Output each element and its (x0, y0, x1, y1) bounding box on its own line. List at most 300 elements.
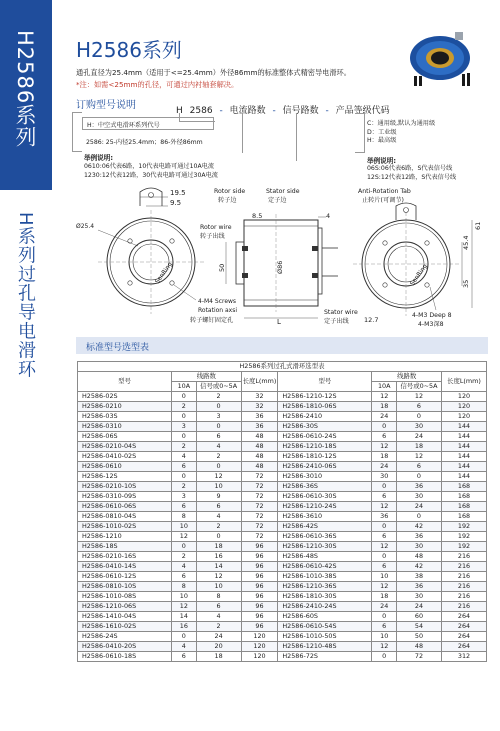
cell-value: 2 (196, 522, 241, 532)
cell-value: 18 (196, 542, 241, 552)
table-row (78, 562, 487, 572)
cell-value: 54 (396, 622, 441, 632)
cell-model: H2586-02S (78, 392, 172, 402)
stator-side-label-cn: 定子边 (268, 197, 287, 204)
cell-value: 6 (396, 462, 441, 472)
cell-value: 12 (372, 542, 397, 552)
cell-value: 30 (396, 542, 441, 552)
table-row (78, 432, 487, 442)
cell-model: H2586-3610 (278, 512, 372, 522)
cell-value: 9 (196, 492, 241, 502)
dim-195: 19.5 (170, 189, 186, 197)
anti-rotation-label-en: Anti-Rotation Tab (358, 188, 411, 195)
cell-value: 36 (372, 512, 397, 522)
cell-value: 96 (241, 602, 278, 612)
cell-model: H2586-1810-12S (278, 452, 372, 462)
cell-value: 0 (172, 472, 197, 482)
cell-model: H2586-3010 (278, 472, 372, 482)
cell-value: 12 (372, 642, 397, 652)
column-header-signal: 信号或0~5A (196, 382, 241, 392)
cell-value: 42 (396, 562, 441, 572)
stator-wire-label-en: Stator wire (324, 309, 358, 316)
table-row (78, 482, 487, 492)
cell-value: 96 (241, 552, 278, 562)
cell-value: 2 (172, 402, 197, 412)
cell-value: 3 (172, 492, 197, 502)
cell-model: H2586-0610-54S (278, 622, 372, 632)
cell-value: 6 (372, 532, 397, 542)
cell-model: H2586-2410-24S (278, 602, 372, 612)
order-code-separator: - (272, 106, 276, 116)
cell-value: 30 (372, 472, 397, 482)
cell-value: 12 (196, 572, 241, 582)
cell-model: H2586-60S (278, 612, 372, 622)
cell-value: 216 (441, 552, 486, 562)
cell-value: 6 (172, 462, 197, 472)
table-row (78, 582, 487, 592)
cell-value: 96 (241, 592, 278, 602)
cell-model: H2586-0310 (78, 422, 172, 432)
cell-model: H2586-0810-04S (78, 512, 172, 522)
cell-value: 6 (372, 492, 397, 502)
cell-model: H2586-06S (78, 432, 172, 442)
cell-value: 72 (241, 522, 278, 532)
cell-value: 48 (241, 432, 278, 442)
cell-value: 24 (196, 632, 241, 642)
cell-model: H2586-0610-24S (278, 432, 372, 442)
cell-model: H2586-30S (278, 422, 372, 432)
cell-value: 2 (196, 622, 241, 632)
product-description: 通孔直径为25.4mm（适用于<=25.4mm）外径86mm的标准整体式精密导电滑环。 (76, 68, 351, 77)
cell-value: 10 (172, 592, 197, 602)
cell-model: H2586-36S (278, 482, 372, 492)
current-example-line: 1230:12代表12路，30代表电路可通过30A电流 (84, 172, 218, 179)
rotor-side-view (76, 188, 237, 324)
cell-value: 8 (196, 592, 241, 602)
table-row (78, 422, 487, 432)
order-code-series: 2586 (189, 106, 213, 116)
cell-value: 10 (196, 582, 241, 592)
cell-value: 216 (441, 562, 486, 572)
cell-model: H2586-1210-36S (278, 582, 372, 592)
cell-model: H2586-48S (278, 552, 372, 562)
signal-example-line: 06S:06代表6路，S代表信号线 (367, 165, 453, 172)
column-header-10a: 10A (172, 382, 197, 392)
cell-value: 120 (441, 402, 486, 412)
cell-value: 96 (241, 562, 278, 572)
cell-model: H2586-1210-48S (278, 642, 372, 652)
cell-value: 144 (441, 442, 486, 452)
screws-axis-label-en: Rotation axsi (198, 307, 238, 314)
dim-35: 35 (462, 279, 470, 288)
product-photo (400, 26, 482, 86)
table-row (78, 532, 487, 542)
table-row (78, 632, 487, 642)
column-header-lines: 线路数 (172, 372, 242, 382)
cell-value: 12 (396, 452, 441, 462)
bracket-grade (355, 113, 365, 153)
column-header-model: 型号 (78, 372, 172, 392)
cell-value: 18 (372, 452, 397, 462)
cell-value: 0 (372, 482, 397, 492)
cell-value: 0 (196, 462, 241, 472)
column-header-model: 型号 (278, 372, 372, 392)
cell-model: H2586-1410-04S (78, 612, 172, 622)
cell-model: H2586-03S (78, 412, 172, 422)
cell-value: 24 (372, 462, 397, 472)
cell-value: 16 (196, 552, 241, 562)
dim-4: 4 (326, 212, 331, 220)
cell-value: 6 (172, 502, 197, 512)
table-section-title: 标准型号选型表 (76, 337, 488, 354)
cell-model: H2586-12S (78, 472, 172, 482)
cell-value: 6 (372, 432, 397, 442)
rotor-side-label-cn: 转子边 (218, 197, 237, 204)
table-row (78, 512, 487, 522)
table-row (78, 542, 487, 552)
cell-model: H2586-0410-02S (78, 452, 172, 462)
cell-value: 264 (441, 632, 486, 642)
page-title: H2586系列 (76, 38, 182, 62)
cell-model: H2586-24S (78, 632, 172, 642)
cell-value: 216 (441, 582, 486, 592)
cell-value: 4 (196, 612, 241, 622)
cell-value: 12 (372, 392, 397, 402)
grade-code-c: C：通用级,默认为通用级 (367, 120, 436, 127)
table-row (78, 642, 487, 652)
dim-85: 8.5 (252, 212, 263, 220)
cell-value: 0 (196, 422, 241, 432)
side-band-top (0, 0, 52, 190)
signal-example-line: 12S:12代表12路，S代表信号线 (367, 174, 457, 181)
table-row (78, 462, 487, 472)
table-row (78, 612, 487, 622)
cell-value: 12 (172, 602, 197, 612)
cell-model: H2586-0810-10S (78, 582, 172, 592)
cell-model: H2586-1210-30S (278, 542, 372, 552)
cell-value: 144 (441, 422, 486, 432)
cell-value: 48 (241, 462, 278, 472)
cell-value: 2 (196, 392, 241, 402)
current-example-line: 0610:06代表6路，10代表电路可通过10A电流 (84, 163, 215, 170)
brand-mark-right: SenRing (408, 262, 429, 288)
m3-label-en: 4-M3 Deep 8 (412, 312, 452, 319)
cell-value: 30 (396, 492, 441, 502)
cell-model: H2586-0310-09S (78, 492, 172, 502)
technical-drawing (76, 184, 488, 330)
cell-value: 0 (172, 412, 197, 422)
cell-value: 30 (396, 592, 441, 602)
cell-model: H2586-0610-06S (78, 502, 172, 512)
cell-value: 0 (372, 652, 397, 662)
cell-value: 32 (241, 392, 278, 402)
cell-value: 12 (172, 532, 197, 542)
cell-value: 4 (172, 452, 197, 462)
rotor-side-label-en: Rotor side (214, 188, 246, 195)
cell-value: 0 (172, 632, 197, 642)
side-series-title: H2586系列 (13, 30, 37, 149)
cell-model: H2586-0210 (78, 402, 172, 412)
dim-phi86: Ø86 (276, 260, 284, 274)
table-row (78, 552, 487, 562)
cell-value: 0 (396, 472, 441, 482)
cell-value: 2 (172, 442, 197, 452)
column-header-lines: 线路数 (372, 372, 442, 382)
cell-value: 264 (441, 622, 486, 632)
size-explanation: 2586: 25-内径25.4mm；86-外径86mm (86, 139, 203, 146)
cell-value: 192 (441, 532, 486, 542)
cell-model: H2586-2410 (278, 412, 372, 422)
cell-value: 10 (372, 572, 397, 582)
current-example-title: 举例说明: (84, 154, 114, 162)
grade-codes (367, 120, 453, 150)
cell-value: 24 (396, 502, 441, 512)
table-row (78, 522, 487, 532)
stator-wire-label-cn: 定子出线 (324, 318, 349, 325)
cell-model: H2586-1010-50S (278, 632, 372, 642)
cell-value: 120 (441, 412, 486, 422)
bracket-signal (296, 113, 297, 161)
cell-value: 48 (396, 642, 441, 652)
order-code-separator: - (325, 106, 329, 116)
cell-model: H2586-1210-12S (278, 392, 372, 402)
cell-value: 72 (241, 492, 278, 502)
cell-value: 42 (396, 522, 441, 532)
cell-model: H2586-1810-30S (278, 592, 372, 602)
cell-value: 16 (172, 622, 197, 632)
cell-value: 264 (441, 642, 486, 652)
cell-value: 144 (441, 462, 486, 472)
cell-value: 6 (172, 652, 197, 662)
cell-value: 12 (372, 502, 397, 512)
rotor-wire-label-en: Rotor wire (200, 224, 232, 231)
dim-127: 12.7 (364, 316, 379, 324)
cell-value: 144 (441, 452, 486, 462)
dim-phi254: Ø25.4 (76, 223, 95, 230)
cell-value: 4 (172, 642, 197, 652)
cell-model: H2586-1010-08S (78, 592, 172, 602)
cell-value: 312 (441, 652, 486, 662)
cell-value: 6 (372, 562, 397, 572)
cell-value: 60 (396, 612, 441, 622)
cell-value: 8 (172, 512, 197, 522)
cell-model: H2586-0210-16S (78, 552, 172, 562)
cell-value: 2 (196, 452, 241, 462)
grade-code-d: D：工业级 (367, 128, 397, 136)
dim-454: 45.4 (462, 235, 470, 250)
cell-value: 10 (172, 522, 197, 532)
cell-value: 4 (196, 442, 241, 452)
cell-value: 6 (196, 502, 241, 512)
table-row (78, 452, 487, 462)
cell-model: H2586-18S (78, 542, 172, 552)
order-code-grade: 产品等级代码 (335, 106, 390, 116)
cell-value: 72 (396, 652, 441, 662)
cell-value: 120 (441, 392, 486, 402)
cell-value: 48 (241, 452, 278, 462)
column-header-length: 长度L(mm) (241, 372, 278, 392)
dim-61: 61 (474, 221, 482, 230)
cell-model: H2586-0210-04S (78, 442, 172, 452)
cell-value: 12 (372, 442, 397, 452)
cell-model: H2586-1610-02S (78, 622, 172, 632)
table-row (78, 652, 487, 662)
cell-model: H2586-0610-42S (278, 562, 372, 572)
cell-value: 6 (196, 432, 241, 442)
cell-value: 36 (396, 532, 441, 542)
table-row (78, 602, 487, 612)
cell-value: 6 (172, 572, 197, 582)
bracket-size (72, 112, 82, 152)
order-code-current-lines: 电流路数 (229, 106, 266, 116)
cell-model: H2586-1210-24S (278, 502, 372, 512)
stator-side-label-en: Stator side (266, 188, 300, 195)
cell-value: 6 (196, 602, 241, 612)
cell-value: 14 (172, 612, 197, 622)
table-row (78, 392, 487, 402)
anti-rotation-label-cn: 止转片(可调节) (362, 197, 404, 204)
m3-label-cn: 4-M3深8 (418, 321, 444, 328)
cell-value: 48 (396, 552, 441, 562)
table-row (78, 442, 487, 452)
cell-value: 0 (172, 432, 197, 442)
table-row (78, 502, 487, 512)
cell-model: H2586-0610-36S (278, 532, 372, 542)
cell-value: 168 (441, 502, 486, 512)
cell-value: 24 (372, 602, 397, 612)
cell-value: 72 (241, 472, 278, 482)
cell-value: 168 (441, 512, 486, 522)
cell-value: 216 (441, 572, 486, 582)
column-header-10a: 10A (372, 382, 397, 392)
column-header-length: 长度L(mm) (441, 372, 486, 392)
table-row (78, 412, 487, 422)
table-caption: H2586系列过孔式滑环选型表 (78, 362, 487, 372)
screws-label-cn: 转子螺钉固定孔 (190, 317, 234, 324)
side-category-title: H系列过孔导电滑环 (15, 212, 36, 379)
cell-value: 0 (196, 532, 241, 542)
cell-value: 72 (241, 502, 278, 512)
cell-value: 120 (241, 632, 278, 642)
table-row (78, 592, 487, 602)
cell-value: 216 (441, 592, 486, 602)
cell-value: 0 (372, 552, 397, 562)
brand-mark-left: SenRing (153, 260, 174, 286)
cell-value: 18 (396, 442, 441, 452)
cell-value: 2 (172, 552, 197, 562)
cell-value: 4 (196, 512, 241, 522)
table-row (78, 572, 487, 582)
cell-value: 72 (241, 532, 278, 542)
cell-model: H2586-0410-20S (78, 642, 172, 652)
cell-value: 10 (372, 632, 397, 642)
cell-model: H2586-1210-06S (78, 602, 172, 612)
cell-model: H2586-42S (278, 522, 372, 532)
cell-value: 12 (396, 392, 441, 402)
cell-value: 168 (441, 482, 486, 492)
cell-value: 6 (372, 622, 397, 632)
cell-value: 36 (396, 482, 441, 492)
screws-label-en: 4-M4 Screws (198, 298, 237, 305)
cell-value: 144 (441, 472, 486, 482)
column-header-signal: 信号或0~5A (396, 382, 441, 392)
cell-value: 18 (196, 652, 241, 662)
cell-model: H2586-1210-18S (278, 442, 372, 452)
bracket-current (242, 113, 243, 153)
cell-model: H2586-0410-14S (78, 562, 172, 572)
cell-value: 96 (241, 622, 278, 632)
dim-length: L (277, 318, 281, 326)
cell-model: H2586-0610-12S (78, 572, 172, 582)
cell-value: 8 (172, 582, 197, 592)
cell-model: H2586-72S (278, 652, 372, 662)
cell-value: 14 (196, 562, 241, 572)
cell-value: 30 (396, 422, 441, 432)
cell-value: 3 (172, 422, 197, 432)
rotor-wire-label-cn: 转子出线 (200, 233, 225, 240)
cell-model: H2586-1010-02S (78, 522, 172, 532)
cell-value: 18 (372, 402, 397, 412)
cell-value: 50 (396, 632, 441, 642)
cell-value: 4 (172, 562, 197, 572)
cell-value: 120 (241, 652, 278, 662)
cell-value: 96 (241, 582, 278, 592)
table-row (78, 622, 487, 632)
cell-model: H2586-1010-38S (278, 572, 372, 582)
cell-value: 0 (372, 422, 397, 432)
table-row (78, 472, 487, 482)
cell-model: H2586-0610-18S (78, 652, 172, 662)
series-code-box: H：中空式电滑环系列代号 (82, 117, 214, 130)
cell-model: H2586-0610 (78, 462, 172, 472)
cell-value: 0 (372, 522, 397, 532)
cell-value: 12 (372, 582, 397, 592)
order-section-title: 订购型号说明 (76, 100, 136, 111)
cell-value: 120 (241, 642, 278, 652)
cell-value: 168 (441, 492, 486, 502)
cell-value: 72 (241, 512, 278, 522)
cell-value: 216 (441, 602, 486, 612)
cell-value: 264 (441, 612, 486, 622)
order-code-prefix: H (176, 106, 183, 116)
cell-value: 24 (372, 412, 397, 422)
cell-model: H2586-1810-06S (278, 402, 372, 412)
product-note: *注：如需<25mm的孔径，可通过内衬轴套解决。 (76, 80, 239, 89)
cell-value: 0 (396, 512, 441, 522)
cell-value: 18 (372, 592, 397, 602)
dim-95: 9.5 (170, 199, 182, 207)
order-code-signal-lines: 信号路数 (282, 106, 319, 116)
cell-value: 24 (396, 432, 441, 442)
cell-model: H2586-2410-06S (278, 462, 372, 472)
cell-value: 24 (396, 602, 441, 612)
cell-value: 0 (196, 402, 241, 412)
cell-value: 0 (172, 392, 197, 402)
cell-value: 36 (396, 582, 441, 592)
cell-value: 0 (396, 412, 441, 422)
grade-code-h: H：最高级 (367, 137, 397, 144)
cell-value: 10 (196, 482, 241, 492)
cell-model: H2586-0610-30S (278, 492, 372, 502)
cell-value: 96 (241, 542, 278, 552)
cell-value: 36 (241, 412, 278, 422)
cell-value: 6 (396, 402, 441, 412)
cell-value: 32 (241, 402, 278, 412)
cell-value: 96 (241, 612, 278, 622)
cell-value: 192 (441, 522, 486, 532)
cell-value: 48 (241, 442, 278, 452)
cell-model: H2586-0210-10S (78, 482, 172, 492)
